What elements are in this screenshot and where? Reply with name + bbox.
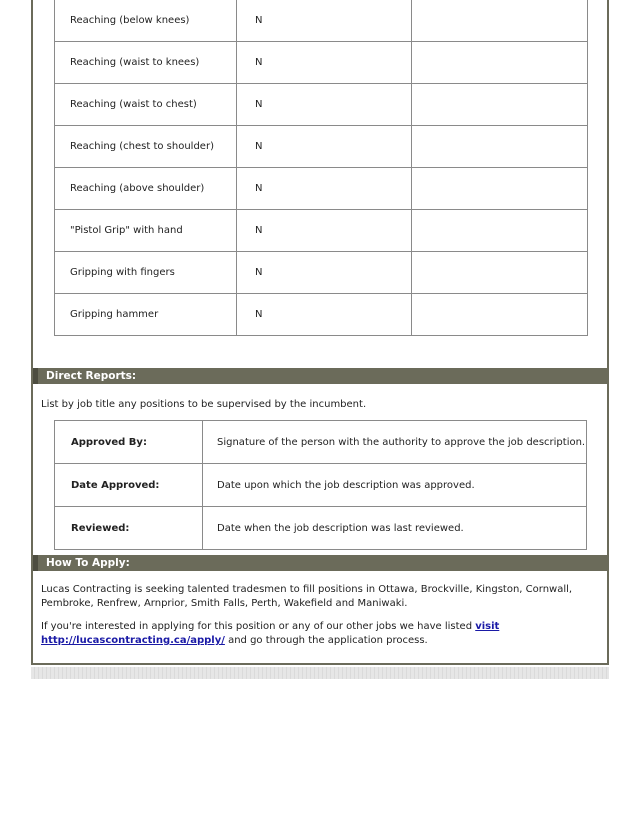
- demand-value: N: [237, 251, 412, 293]
- demand-notes: [412, 167, 588, 209]
- how-to-apply-paragraph: Lucas Contracting is seeking talented tradesmen to fill positions in Ottawa, Brockville, Kingston, Cornwall, Pembroke, Renfrew, Arnprior, Smith Falls, Perth, Wakefield and Maniwaki.: [41, 584, 573, 609]
- demand-label: Gripping hammer: [55, 293, 237, 335]
- page-footer-strip: [31, 667, 609, 679]
- approval-key: Approved By:: [55, 421, 203, 464]
- table-row: [55, 421, 587, 464]
- approval-key: Reviewed:: [55, 507, 203, 550]
- job-description-panel: [31, 0, 609, 665]
- demand-value: N: [237, 167, 412, 209]
- table-row: [55, 209, 588, 251]
- demand-notes: [412, 83, 588, 125]
- demand-value: N: [237, 125, 412, 167]
- demand-label: "Pistol Grip" with hand: [55, 209, 237, 251]
- demand-label: Reaching (above shoulder): [55, 167, 237, 209]
- table-row: [55, 41, 588, 83]
- table-row: [55, 125, 588, 167]
- table-row: [55, 251, 588, 293]
- demand-notes: [412, 0, 588, 41]
- apply-instructions: [41, 620, 581, 648]
- demand-value: N: [237, 41, 412, 83]
- physical-demands-table: [54, 0, 588, 336]
- table-row: [55, 167, 588, 209]
- apply-instructions-prefix: If you're interested in applying for this position or any of our other jobs we have listed: [41, 621, 476, 632]
- table-row: [55, 293, 588, 335]
- table-row: [55, 83, 588, 125]
- direct-reports-intro: List by job title any positions to be supervised by the incumbent.: [41, 399, 367, 410]
- demand-label: Reaching (chest to shoulder): [55, 125, 237, 167]
- approval-desc: Signature of the person with the authority to approve the job description.: [203, 421, 587, 464]
- demand-value: N: [237, 0, 412, 41]
- table-row: [55, 0, 588, 41]
- demand-notes: [412, 41, 588, 83]
- demand-value: N: [237, 293, 412, 335]
- table-row: [55, 464, 587, 507]
- demand-notes: [412, 125, 588, 167]
- apply-url-link[interactable]: http://lucascontracting.ca/apply/: [41, 635, 225, 646]
- visit-link[interactable]: visit: [475, 621, 500, 632]
- demand-value: N: [237, 209, 412, 251]
- demand-label: Reaching (waist to knees): [55, 41, 237, 83]
- how-to-apply-heading: How To Apply:: [33, 555, 607, 571]
- approval-key: Date Approved:: [55, 464, 203, 507]
- approval-desc: Date when the job description was last reviewed.: [203, 507, 587, 550]
- apply-instructions-suffix: and go through the application process.: [224, 635, 428, 646]
- demand-notes: [412, 251, 588, 293]
- demand-label: Reaching (below knees): [55, 0, 237, 41]
- approval-table: [54, 420, 587, 550]
- demand-label: Gripping with fingers: [55, 251, 237, 293]
- approval-desc: Date upon which the job description was approved.: [203, 464, 587, 507]
- demand-notes: [412, 209, 588, 251]
- table-row: [55, 507, 587, 550]
- direct-reports-heading: Direct Reports:: [33, 368, 607, 384]
- demand-notes: [412, 293, 588, 335]
- demand-value: N: [237, 83, 412, 125]
- demand-label: Reaching (waist to chest): [55, 83, 237, 125]
